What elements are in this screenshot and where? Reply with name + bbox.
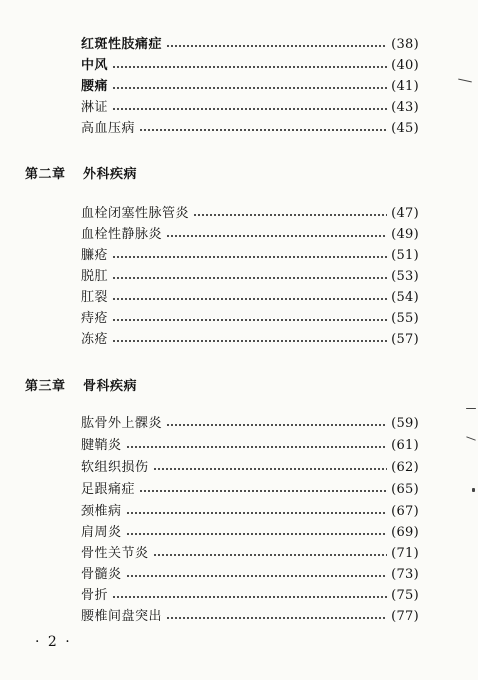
toc-entry-title: 颈椎病 (81, 504, 122, 519)
toc-entry-title: 血栓性静脉炎 (81, 227, 163, 242)
dot-leader (112, 340, 387, 342)
dot-leader (166, 235, 387, 237)
toc-entry[interactable] (81, 543, 419, 564)
dot-leader (126, 446, 388, 448)
toc-entry-page: (57) (391, 332, 419, 347)
toc-entry-title: 骨性关节炎 (81, 546, 149, 561)
toc-entry[interactable] (81, 457, 419, 478)
dot-leader (126, 575, 388, 577)
toc-entry[interactable] (81, 413, 419, 434)
toc-entry-page: (75) (391, 588, 419, 603)
dot-leader (126, 512, 388, 514)
toc-entry-page: (49) (391, 227, 419, 242)
toc-entry-page: (73) (391, 567, 419, 582)
toc-entry[interactable] (81, 203, 419, 224)
dot-leader (112, 319, 387, 321)
dot-leader (166, 617, 387, 619)
toc-entry-page: (67) (391, 504, 419, 519)
toc-entry-page: (65) (391, 482, 419, 497)
toc-entry-page: (54) (391, 290, 419, 305)
chapter-name: 外科疾病 (83, 166, 138, 182)
toc-entry[interactable] (81, 564, 419, 585)
dot-leader (126, 533, 388, 535)
toc-entry[interactable] (81, 76, 419, 97)
toc-entry-title: 足跟痛症 (81, 482, 136, 497)
toc-entry-page: (43) (391, 100, 419, 115)
dot-leader (166, 424, 387, 426)
toc-entry-title: 骨折 (81, 588, 109, 603)
dot-leader (139, 129, 387, 131)
toc-entry-page: (71) (391, 546, 419, 561)
toc-entry[interactable] (81, 479, 419, 500)
toc-entry-title: 肩周炎 (81, 525, 122, 540)
toc-entry-page: (61) (391, 438, 419, 453)
toc-entry-title: 中风 (81, 58, 109, 73)
toc-entry[interactable] (81, 308, 419, 329)
dot-leader (112, 277, 387, 279)
toc-entry-title: 冻疮 (81, 332, 109, 347)
toc-entry[interactable] (81, 501, 419, 522)
toc-entry-title: 红斑性肢痛症 (81, 37, 163, 52)
toc-entry-title: 淋证 (81, 100, 109, 115)
toc-entry-page: (45) (391, 121, 419, 136)
toc-entry-page: (53) (391, 269, 419, 284)
dot-leader (112, 596, 387, 598)
toc-entry-page: (47) (391, 206, 419, 221)
chapter-heading[interactable] (25, 374, 137, 394)
toc-entry-page: (40) (391, 58, 419, 73)
toc-entry-title: 骨髓炎 (81, 567, 122, 582)
toc-entry-page: (69) (391, 525, 419, 540)
chapter-heading[interactable] (25, 162, 137, 182)
toc-entry-title: 腰椎间盘突出 (81, 609, 163, 624)
toc-entry-page: (59) (391, 416, 419, 431)
toc-entry-title: 高血压病 (81, 121, 136, 136)
toc-entry-title: 腱鞘炎 (81, 438, 122, 453)
page-number: · 2 · (35, 634, 72, 650)
toc-entry-title: 脱肛 (81, 269, 109, 284)
toc-entry-title: 臁疮 (81, 248, 109, 263)
scan-mark (466, 436, 476, 440)
dot-leader (112, 108, 387, 110)
dot-leader (153, 468, 388, 470)
toc-entry-page: (38) (391, 37, 419, 52)
toc-entry-title: 腰痛 (81, 79, 109, 94)
toc-entry[interactable] (81, 435, 419, 456)
toc-entry-title: 肱骨外上髁炎 (81, 416, 163, 431)
chapter-number: 第三章 (25, 378, 66, 394)
dot-leader (153, 554, 388, 556)
toc-entry-title: 软组织损伤 (81, 460, 149, 475)
toc-entry-title: 痔疮 (81, 311, 109, 326)
scan-mark (472, 488, 475, 492)
dot-leader (112, 87, 387, 89)
toc-entry[interactable] (81, 97, 419, 118)
dot-leader (112, 298, 387, 300)
toc-entry[interactable] (81, 34, 419, 55)
toc-entry-page: (77) (391, 609, 419, 624)
toc-entry-page: (55) (391, 311, 419, 326)
dot-leader (193, 214, 387, 216)
toc-entry[interactable] (81, 585, 419, 606)
toc-entry-title: 血栓闭塞性脉管炎 (81, 206, 190, 221)
dot-leader (139, 490, 387, 492)
dot-leader (166, 45, 387, 47)
toc-entry[interactable] (81, 224, 419, 245)
toc-entry-page: (51) (391, 248, 419, 263)
toc-entry[interactable] (81, 606, 419, 627)
dot-leader (112, 66, 387, 68)
toc-entry[interactable] (81, 522, 419, 543)
toc-entry[interactable] (81, 245, 419, 266)
toc-entry-page: (41) (391, 79, 419, 94)
toc-entry[interactable] (81, 55, 419, 76)
toc-entry-title: 肛裂 (81, 290, 109, 305)
toc-entry[interactable] (81, 287, 419, 308)
toc-entry[interactable] (81, 266, 419, 287)
toc-entry[interactable] (81, 329, 419, 350)
chapter-number: 第二章 (25, 166, 66, 182)
scan-mark (458, 79, 472, 83)
dot-leader (112, 256, 387, 258)
scan-mark (466, 408, 476, 409)
toc-entry[interactable] (81, 118, 419, 139)
chapter-name: 骨科疾病 (83, 378, 138, 394)
toc-entry-page: (62) (391, 460, 419, 475)
